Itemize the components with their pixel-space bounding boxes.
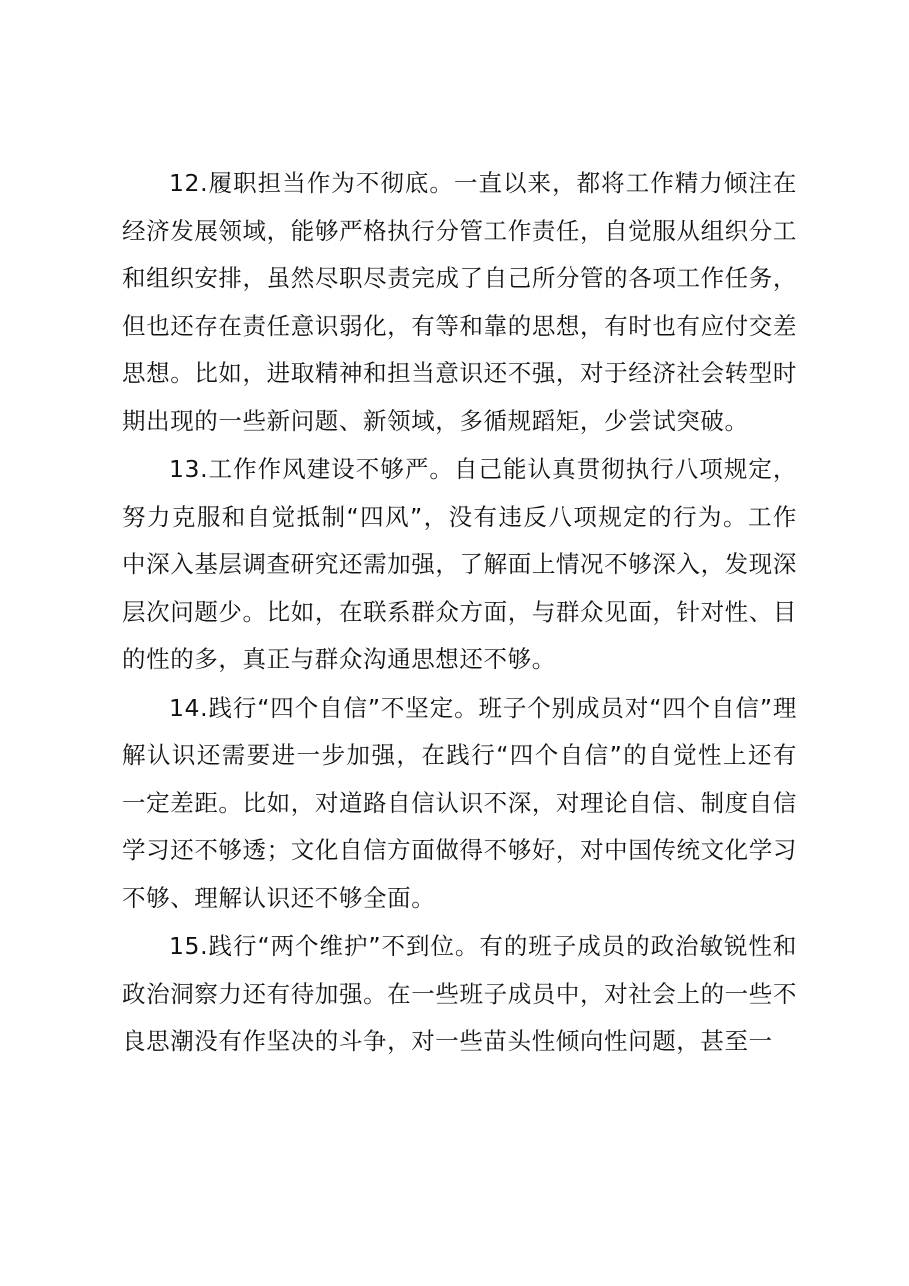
paragraph-14: 14.践行“四个自信”不坚定。班子个别成员对“四个自信”理解认识还需要进一步加强，在践行“四个自信”的自觉性上还有一定差距。比如，对道路自信认识不深，对理论自信、制度自信学习还不够透；文化自信方面做得不够好，对中国传统文化学习不够、理解认识还不够全面。 xyxy=(122,693,797,912)
document-body xyxy=(122,160,797,1066)
paragraph-15: 15.践行“两个维护”不到位。有的班子成员的政治敏锐性和政治洞察力还有待加强。在一些班子成员中，对社会上的一些不良思潮没有作坚决的斗争，对一些苗头性倾向性问题，甚至一 xyxy=(122,932,797,1055)
paragraph-13: 13.工作作风建设不够严。自己能认真贯彻执行八项规定，努力克服和自觉抵制“四风”，没有违反八项规定的行为。工作中深入基层调查研究还需加强，了解面上情况不够深入，发现深层次问题少。比如，在联系群众方面，与群众见面，针对性、目的性的多，真正与群众沟通思想还不够。 xyxy=(122,455,797,673)
paragraph-12: 12.履职担当作为不彻底。一直以来，都将工作精力倾注在经济发展领域，能够严格执行分管工作责任，自觉服从组织分工和组织安排，虽然尽职尽责完成了自己所分管的各项工作任务，但也还存在责任意识弱化，有等和靠的思想，有时也有应付交差思想。比如，进取精神和担当意识还不强，对于经济社会转型时期出现的一些新问题、新领域，多循规蹈矩，少尝试突破。 xyxy=(122,169,797,435)
